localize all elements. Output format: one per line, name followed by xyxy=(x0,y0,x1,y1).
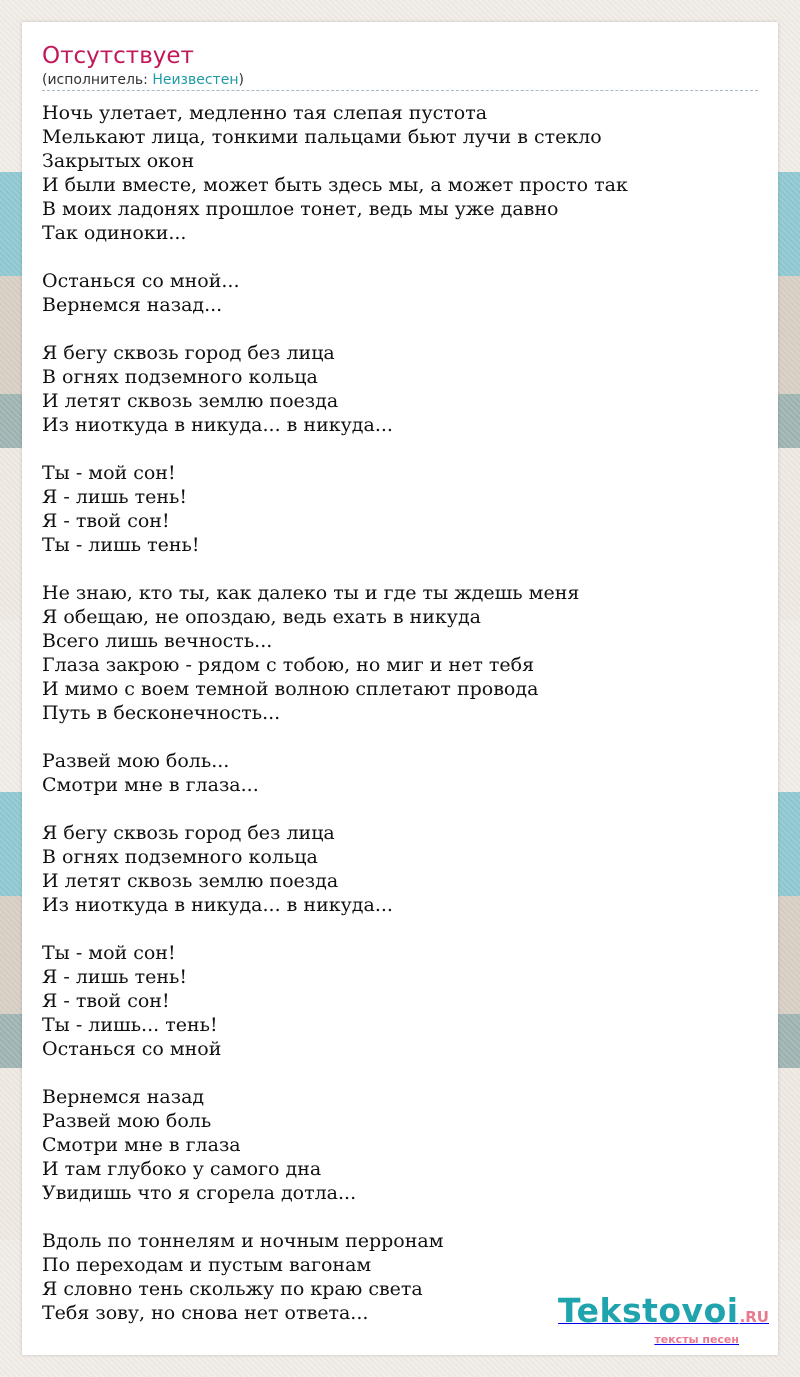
artist-prefix: (исполнитель: xyxy=(42,72,153,88)
artist-link[interactable]: Неизвестен xyxy=(152,72,239,88)
logo-tagline: тексты песен xyxy=(654,1333,739,1346)
logo-wordmark xyxy=(558,1291,769,1334)
artist-suffix: ) xyxy=(238,72,244,88)
logo-tld: .RU xyxy=(739,1308,769,1326)
lyrics-card xyxy=(22,22,778,1355)
dashed-divider xyxy=(42,90,758,91)
logo-word: Tekstovoi xyxy=(558,1291,739,1330)
song-title: Отсутствует xyxy=(42,43,194,69)
artist-line xyxy=(42,71,244,89)
site-logo[interactable] xyxy=(558,1291,769,1346)
lyrics-text: Ночь улетает, медленно тая слепая пустота Мелькают лица, тонкими пальцами бьют лучи в стекло Закрытых окон И были вместе, может быть здесь мы, а может просто так В моих ладонях прошлое тонет, ведь мы уже давно Так одиноки... Останься со мной... Вернемся назад... Я бегу сквозь город без лица В огнях подземного кольца И летят сквозь землю поезда Из ниоткуда в никуда... в никуда... Ты - мой сон! Я - лишь тень! Я - твой сон! Ты - лишь тень! Не знаю, кто ты, как далеко ты и где ты ждешь меня Я обещаю, не опоздаю, ведь ехать в никуда Всего лишь вечность... Глаза закрою - рядом с тобою, но миг и нет тебя И мимо с воем темной волною сплетают провода Путь в бесконечность... Развей мою боль... Смотри мне в глаза... Я бегу сквозь город без лица В огнях подземного кольца И летят сквозь землю поезда Из ниоткуда в никуда... в никуда... Ты - мой сон! Я - лишь тень! Я - твой сон! Ты - лишь... тень! Останься со мной Вернемся назад Развей мою боль Смотри мне в глаза И там глубоко у самого дна Увидишь что я сгорела дотла... Вдоль по тоннелям и ночным перронам По переходам и пустым вагонам Я словно тень скольжу по краю света Тебя зову, но снова нет ответа... xyxy=(42,102,628,1324)
